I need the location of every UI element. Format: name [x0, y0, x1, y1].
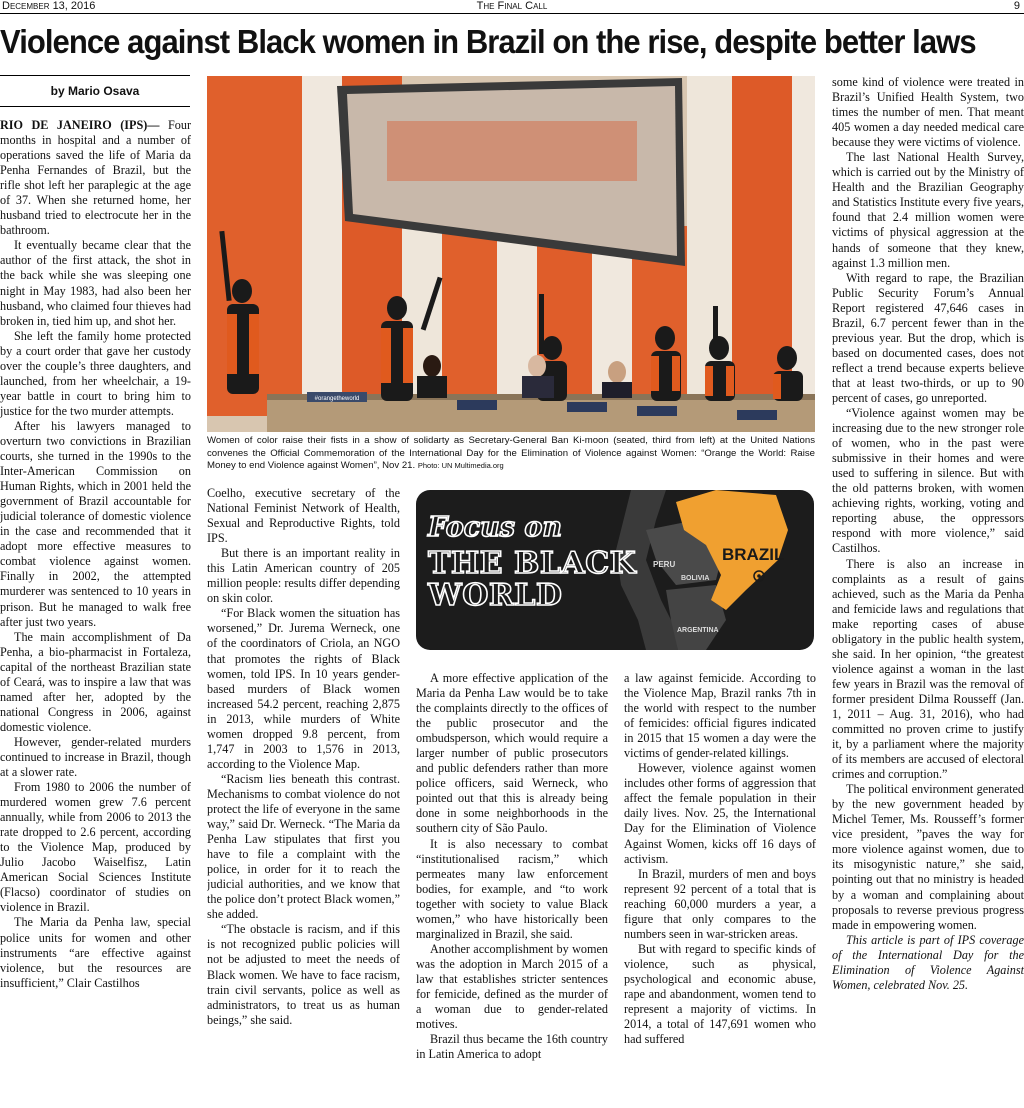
photo-credit: Photo: UN Multimedia.org [417, 461, 504, 470]
focus-line-2: THE BLACK [428, 546, 637, 581]
paragraph: In Brazil, murders of men and boys represent 92 percent of a total that is reaching 60,000 murders a year, a figure that only compares to the numbers seen in war-stricken areas. [624, 866, 816, 941]
paragraph: “Violence against women may be increasing due to the new stronger role of women, who in the past were submissive in their homes and were used to suffering in silence. But with the old patterns broken, with women achieving rights, working, voting and reporting abuse, the oppressors respond with more violence,” said Castilhos. [832, 406, 1024, 556]
article-column-1 [0, 118, 191, 1108]
paragraph: There is also an increase in complaints as a result of gains achieved, such as the Maria da Penha and femicide laws and regulations that make reporting cases of abuse obligatory in the public health system, she said. In her opinion, “the greatest violence against a woman in the last few years in Brazil was the removal of former president Dilma Rousseff (Jan. 1, 2011 – Aug. 31, 2016), who had committed no proven crime to justify it, by a parliament where the majority of its members are accused of electoral crimes and corruption.” [832, 556, 1024, 782]
photo-caption [207, 435, 815, 473]
publication-name: The Final Call [476, 0, 548, 12]
paragraph: It is also necessary to combat “institutionalised racism,” which permeates many law enforcement bodies, for example, and “to work together with society to value Black women,” who have historically been marginalized in Brazil, she said. [416, 836, 608, 941]
paragraph: The political environment generated by the new government headed by Michel Temer, Ms. Rousseff’s former vice president, ”paves the way for more violence against women, due to its misogynistic nature,” she said, pointing out that no ministry is headed by a woman and complaining about proposals to reverse previous progress made in empowering women. [832, 782, 1024, 932]
paragraph: Coelho, executive secretary of the National Feminist Network of Health, Sexual and Reproductive Rights, told IPS. [207, 486, 400, 546]
paragraph: Brazil thus became the 16th country in Latin America to adopt [416, 1032, 608, 1062]
banner-text: #orangetheworld [314, 396, 360, 402]
paragraph: The main accomplishment of Da Penha, a bio-pharmacist in Fortaleza, capital of the northeast Brazilian state of Ceará, was to inspire a law that was named after her, adopted by the national Congress in 2006, against domestic violence. [0, 629, 191, 734]
page-header [0, 0, 1024, 13]
closing-note: This article is part of IPS coverage of the International Day for the Elimination of Violence Against Women, celebrated Nov. 25. [832, 932, 1024, 992]
focus-line-1: Focus on [428, 512, 563, 543]
caption-text: Women of color raise their fists in a show of solidarty as Secretary-General Ban Ki-moon (seated, third from left) at the United Nations convenes the Official Commemoration of the International Day for the Elimination of Violence against Women: “Orange the World: Raise Money to end Violence against Women”, Nov 21. [207, 435, 815, 471]
paragraph: However, gender-related murders continued to increase in Brazil, though at a slower rate. [0, 734, 191, 780]
paragraph: But there is an important reality in this Latin American country of 205 million people: results differ depending on skin color. [207, 546, 400, 606]
paragraph: Another accomplishment by women was the adoption in March 2015 of a law that establishes stricter sentences for femicide, defined as the murder of a woman due to gender-related motives. [416, 941, 608, 1032]
headline: Violence against Black women in Brazil on the rise, despite better laws [0, 23, 976, 60]
byline: by Mario Osava [0, 75, 190, 107]
paragraph: She left the family home protected by a court order that gave her custody over the couple’s three daughters, and launched, from her wheelchair, a 19-year battle in court to bring him to justice for the two murder attempts. [0, 328, 191, 418]
paragraph: The Maria da Penha law, special police units for women and other instruments “are effective against violence, but the resources are insufficient,” Clair Castilhos [0, 915, 191, 990]
news-photo [207, 76, 815, 432]
brazil-label: BRAZIL [722, 545, 785, 564]
argentina-label: ARGENTINA [677, 627, 719, 634]
issue-date: December 13, 2016 [2, 0, 96, 12]
paragraph: some kind of violence were treated in Brazil’s Unified Health System, two times the number of men. That meant 405 women a day needed medical care because they were victims of violence. [832, 75, 1024, 150]
article-column-5 [832, 75, 1024, 1108]
page-number: 9 [1013, 0, 1020, 12]
paragraph: However, violence against women includes other forms of aggression that affect the female population in their daily lives. Nov. 25, the International Day for the Elimination of Violence Against Women, kicks off 16 days of activism. [624, 761, 816, 866]
focus-line-3: WORLD [428, 578, 563, 613]
paragraph: A more effective application of the Maria da Penha Law would be to take the complaints directly to the offices of the public prosecutor and the ombudsperson, which would require a larger number of public prosecutors and public defenders rather than more police officers, said Werneck, who pointed out that this is already being done in some neighborhoods in the southern city of São Paulo. [416, 671, 608, 836]
dateline: RIO DE JANEIRO (IPS)— [0, 118, 160, 132]
paragraph: RIO DE JANEIRO (IPS)— Four months in hospital and a number of operations saved the life of Maria da Penha Fernandes of Brazil, but the rifle shot left her paraplegic at the age of 37. When she returned home, her husband tried to electrocute her in the bathroom. [0, 118, 191, 238]
article-column-2 [207, 486, 400, 1108]
bolivia-label: BOLIVIA [681, 575, 710, 582]
un-assembly-photo [207, 76, 815, 432]
header-rule [0, 13, 1024, 14]
paragraph: a law against femicide. According to the Violence Map, Brazil ranks 7th in the world with respect to the number of femicides: official figures indicated in 2015 that 15 women a day were the victims of gender-related killings. [624, 671, 816, 761]
paragraph: With regard to rape, the Brazilian Public Security Forum’s Annual Report registered 47,646 cases in Brazil, 6.7 percent fewer than in the previous year. But the drop, which is based on documented cases, does not reflect a trend because experts believe that at least two-thirds, or up to 90 percent of cases, go unreported. [832, 270, 1024, 405]
focus-on-the-black-world-box [416, 490, 814, 650]
paragraph: From 1980 to 2006 the number of murdered women grew 7.6 percent annually, while from 2006 to 2013 the rate dropped to 2.6 percent, according to the Violence Map, produced by Julio Jacobo Waiselfisz, Latin American Social Sciences Institute (Flacso) coordinator of studies on violence in Brazil. [0, 780, 191, 915]
article-column-3 [416, 671, 608, 1108]
paragraph: “Racism lies beneath this contrast. Mechanisms to combat violence do not protect the life of everyone in the same way,” said Dr. Werneck. “The Maria da Penha Law stipulates that first you have to file a complaint with the police, in order for it to reach the judicial authorities, and we know that the police don’t protect Black women,” she added. [207, 771, 400, 922]
focus-title [428, 514, 636, 611]
peru-label: PERU [653, 560, 676, 569]
paragraph: But with regard to specific kinds of violence, such as physical, psychological and economic abuse, rape and abandonment, women tend to represent a majority of victims. In 2014, a total of 147,691 women who had suffered [624, 941, 816, 1047]
paragraph: “For Black women the situation has worsened,” Dr. Jurema Werneck, one of the coordinators of Criola, an NGO that promotes the rights of Black women, told IPS. In 10 years gender-based murders of Black women increased 54.2 percent, reaching 2,875 in 2013, while murders of White women dropped 9.8 percent, from 1,747 in 2003 to 1,576 in 2013, according to the Violence Map. [207, 606, 400, 771]
article-column-4 [624, 671, 816, 1108]
paragraph: It eventually became clear that the author of the first attack, the shot in the back while she was sleeping one night in May 1983, had also been her husband, who claimed four thieves had broken in, tied him up, and shot her. [0, 238, 191, 328]
paragraph: After his lawyers managed to overturn two convictions in Brazilian courts, she turned in the 1990s to the Inter-American Commission on Human Rights, which in 2001 held the government of Brazil accountable for judicial tolerance of domestic violence in the case and recommended that it adopt more effective measures to combat violence against women. Finally in 2002, the attempted murderer was sentenced to 10 years in prison. But he managed to walk free after just two years. [0, 418, 191, 629]
paragraph: “The obstacle is racism, and if this is not recognized public policies will not be adjusted to meet the needs of Black women. We have to face racism, train civil servants, police as well as administrators, to treat us as human beings,” she said. [207, 922, 400, 1027]
paragraph: The last National Health Survey, which is carried out by the Ministry of Health and the Brazilian Geography and Statistics Institute every five years, found that 2.4 million women were victims of physical aggression at the hands of someone that they knew, against 1.3 million men. [832, 150, 1024, 270]
